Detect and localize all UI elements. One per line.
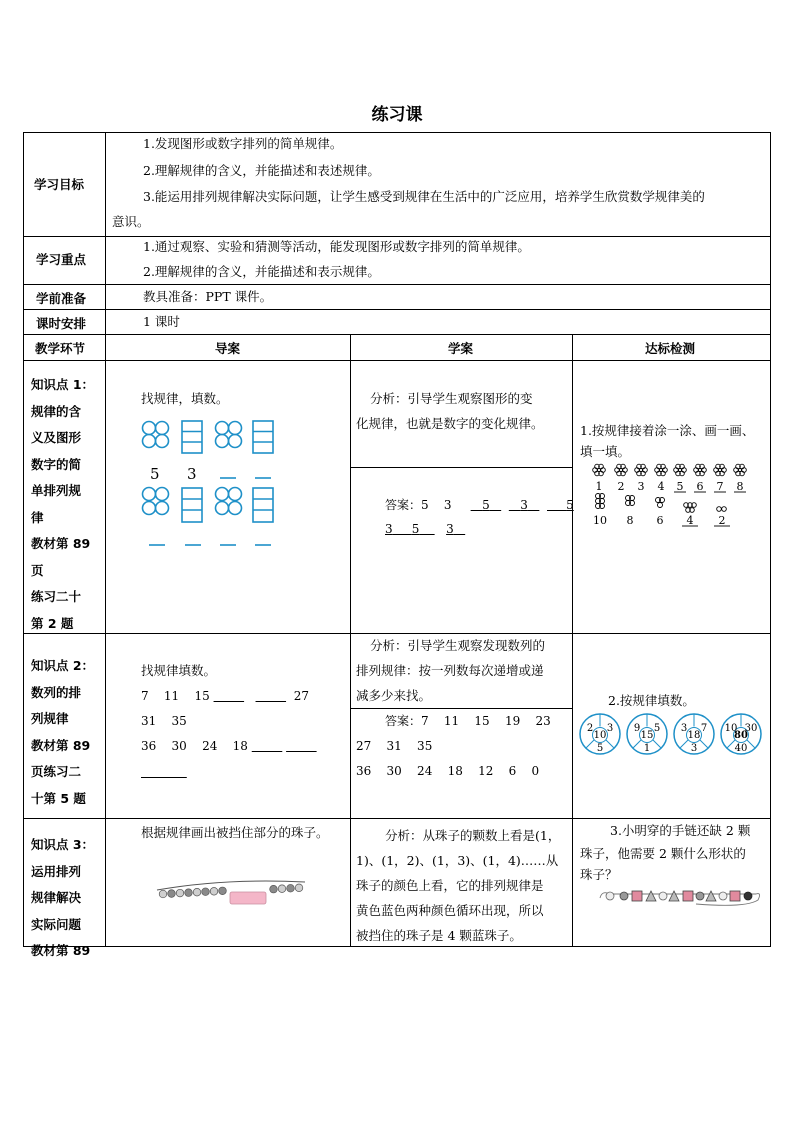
svg-text:8: 8 — [736, 480, 744, 493]
k1-answer-line1: 答案：5 3 5 3 5 — [385, 498, 574, 512]
svg-text:1: 1 — [643, 743, 651, 754]
svg-text:4: 4 — [686, 514, 694, 527]
k1-check-figure — [590, 460, 765, 532]
header-section: 教学环节 — [35, 341, 86, 356]
k1-analysis-line: 化规律，也就是数字的变化规律。 — [356, 416, 544, 431]
svg-text:4: 4 — [657, 480, 665, 493]
k3-guide-text: 根据规律画出被挡住部分的珠子。 — [141, 825, 329, 840]
number-circle — [627, 714, 667, 754]
knowledge-point-3-label: 知识点 3： 运用排列 规律解决 实际问题 教材第 89 — [31, 837, 95, 958]
k3-analysis-line: 黄色蓝色两种颜色循环出现，所以 — [356, 903, 544, 918]
focus-item: 2.理解规律的含义，并能描述和表示规律。 — [143, 264, 380, 279]
svg-text:2: 2 — [617, 480, 625, 493]
svg-text:6: 6 — [696, 480, 704, 493]
k2-guide-row3: 36 30 24 18 — [141, 739, 248, 753]
goal-item: 意识。 — [112, 214, 150, 229]
svg-text:5: 5 — [653, 723, 661, 734]
pattern-number: 3 — [187, 465, 197, 483]
k2-answer-row1: 答案：7 11 15 19 23 — [385, 714, 551, 728]
goal-item: 1.发现图形或数字排列的简单规律。 — [143, 136, 343, 151]
k2-guide-row1: 7 11 15 27 — [141, 689, 309, 703]
k3-analysis-line: 珠子的颜色上看，它的排列规律是 — [356, 878, 544, 893]
goal-item: 2.理解规律的含义，并能描述和表述规律。 — [143, 163, 380, 178]
k2-check-text: 2.按规律填数。 — [608, 693, 695, 708]
svg-text:3: 3 — [690, 743, 698, 754]
k3-bracelet-figure — [596, 886, 764, 910]
svg-text:1: 1 — [595, 480, 603, 493]
svg-text:2: 2 — [718, 514, 726, 527]
header-check: 达标检测 — [645, 341, 696, 356]
k2-analysis-line: 分析：引导学生观察发现数列的 — [370, 638, 546, 653]
k3-check-line: 珠子？ — [580, 867, 618, 882]
knowledge-point-1-label: 知识点 1： 规律的含 义及图形 数字的简 单排列规 律 教材第 89 页 练习二十 第 2 题 — [31, 377, 95, 631]
k3-check-line: 3.小明穿的手链还缺 2 颗 — [610, 823, 751, 838]
k2-answer-row2: 27 31 35 — [356, 739, 433, 753]
svg-text:3: 3 — [606, 723, 614, 734]
k2-guide-title: 找规律填数。 — [141, 663, 217, 678]
number-circle — [674, 714, 714, 754]
svg-text:80: 80 — [734, 730, 748, 741]
k2-analysis-line: 排列规律：按一列数每次递增或递 — [356, 663, 544, 678]
svg-text:7: 7 — [716, 480, 724, 493]
k1-answer-line2: 3 5 3 — [385, 522, 454, 536]
svg-text:9: 9 — [633, 723, 641, 734]
goals-label: 学习目标 — [34, 177, 85, 192]
header-study: 学案 — [448, 341, 474, 356]
k2-answer-row3: 36 30 24 18 12 6 0 — [356, 764, 540, 778]
svg-text:7: 7 — [700, 723, 708, 734]
k3-analysis-line: 被挡住的珠子是 4 颗蓝珠子。 — [356, 928, 522, 943]
k1-guide-text: 找规律，填数。 — [141, 391, 229, 406]
hours-label: 课时安排 — [36, 316, 87, 331]
svg-text:30: 30 — [744, 723, 758, 734]
k2-analysis-line: 减多少来找。 — [356, 688, 432, 703]
k1-pattern-figure — [135, 418, 280, 553]
svg-text:18: 18 — [687, 730, 701, 741]
k3-analysis-line: 1)、(1，2)、(1，3)、(1，4)……从 — [356, 853, 559, 868]
k3-check-line: 珠子，他需要 2 颗什么形状的 — [580, 846, 746, 861]
k1-check-line: 填一填。 — [580, 444, 631, 459]
svg-text:6: 6 — [656, 514, 664, 527]
svg-text:15: 15 — [640, 730, 654, 741]
k2-guide-row4 — [141, 760, 187, 785]
number-circle — [580, 714, 620, 754]
prep-text: 教具准备：PPT 课件。 — [143, 289, 273, 304]
k3-bead-chain — [155, 872, 310, 907]
svg-text:3: 3 — [680, 723, 688, 734]
focus-item: 1.通过观察、实验和猜测等活动，能发现图形或数字排列的简单规律。 — [143, 239, 530, 254]
svg-text:8: 8 — [626, 514, 634, 527]
k1-analysis-line: 分析：引导学生观察图形的变 — [370, 391, 533, 406]
svg-text:10: 10 — [593, 514, 607, 527]
svg-text:5: 5 — [676, 480, 684, 493]
svg-text:3: 3 — [637, 480, 645, 493]
pattern-number: 5 — [150, 465, 160, 483]
k1-check-line: 1.按规律接着涂一涂、画一画、 — [580, 423, 755, 438]
svg-text:10: 10 — [724, 723, 738, 734]
svg-text:2: 2 — [586, 723, 594, 734]
knowledge-point-2-label: 知识点 2： 数列的排 列规律 教材第 89 页练习二 十第 5 题 — [31, 658, 95, 806]
prep-label: 学前准备 — [36, 291, 87, 306]
svg-text:5: 5 — [596, 743, 604, 754]
k3-analysis-line: 分析：从珠子的颗数上看是(1， — [385, 828, 561, 843]
k2-guide-row2: 31 35 — [141, 714, 187, 728]
page-title: 练习课 — [371, 105, 423, 125]
cover-block — [230, 892, 266, 904]
hours-text: 1 课时 — [143, 314, 180, 329]
header-guide: 导案 — [215, 341, 241, 356]
svg-text:40: 40 — [734, 743, 748, 754]
svg-text:10: 10 — [593, 730, 607, 741]
number-circle — [721, 714, 761, 754]
k2-number-circles — [578, 714, 768, 758]
focus-label: 学习重点 — [36, 252, 87, 267]
goal-item: 3.能运用排列规律解决实际问题，让学生感受到规律在生活中的广泛应用，培养学生欣赏数学规律美的 — [143, 189, 705, 204]
